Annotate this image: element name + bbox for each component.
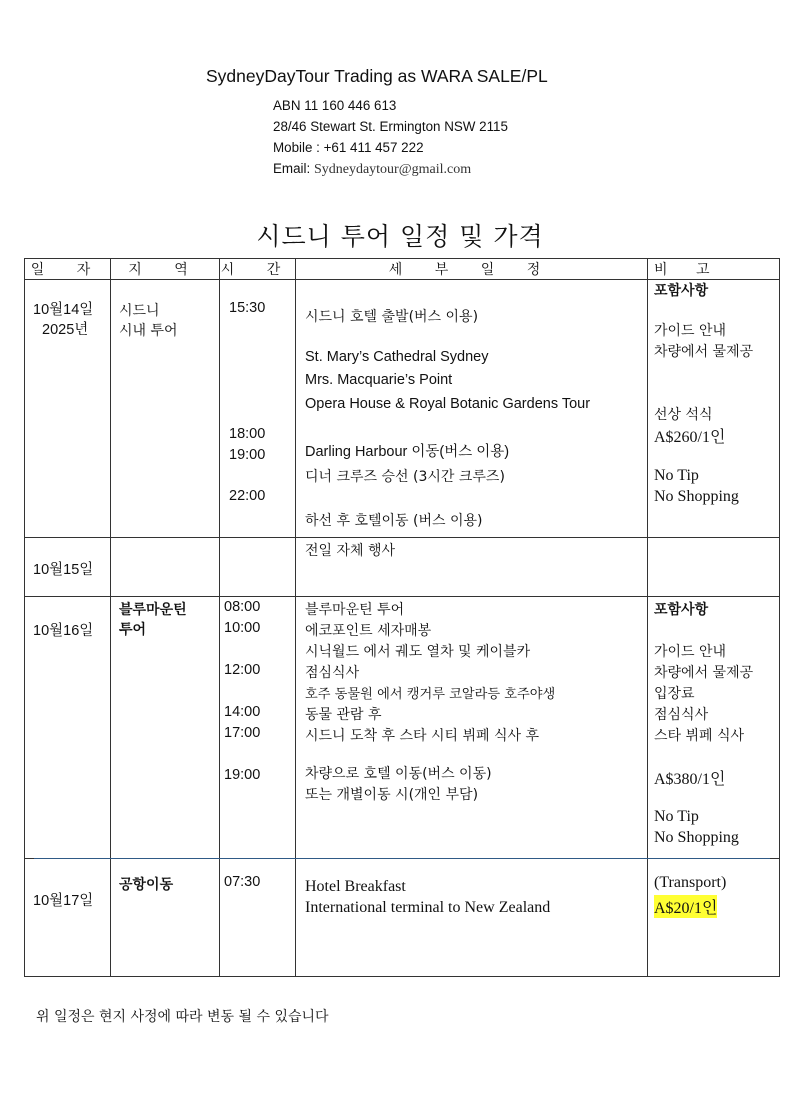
time-text: 22:00 [229,488,266,504]
detail-text: Darling Harbour 이동(버스 이용) [305,444,510,460]
date-cell [25,859,111,977]
year-text: 2025년 [42,322,89,338]
date-text: 10월16일 [33,623,94,639]
email-label: Email: [273,161,314,176]
price-text: A$260/1인 [654,429,726,446]
time-text: 17:00 [224,725,261,741]
note-text: No Tip [654,467,699,484]
region-text: 블루마운틴 [119,602,187,618]
note-text: No Shopping [654,488,739,505]
notes-cell [648,597,780,859]
region-cell [111,538,220,597]
detail-text: 호주 동물원 에서 캥거루 코알라등 호주야생 [305,687,556,702]
time-text: 10:00 [224,620,261,636]
footer-note: 위 일정은 현지 사정에 따라 변동 될 수 있습니다 [36,1009,329,1025]
region-cell [111,597,220,859]
note-text: No Tip [654,808,699,825]
details-cell [296,538,648,597]
detail-text: 전일 자체 행사 [305,543,396,559]
detail-text: 동물 관람 후 [305,707,382,723]
time-cell [220,859,296,977]
date-text: 10월14일 [33,302,94,318]
notes-cell [648,538,780,597]
email [273,158,471,180]
address: 28/46 Stewart St. Ermington NSW 2115 [273,119,508,134]
time-cell [220,597,296,859]
detail-text: 디너 크루즈 승선 (3시간 크루즈) [305,469,505,485]
note-text: 차량에서 물제공 [654,665,754,681]
notes-cell [648,859,780,977]
detail-text: 차량으로 호텔 이동(버스 이동) [305,766,492,782]
page-title: 시드니 투어 일정 및 가격 [256,222,544,251]
detail-text: 시드니 도착 후 스타 시티 뷔페 식사 후 [305,728,540,744]
note-text: 입장료 [654,686,695,702]
note-text: 차량에서 물제공 [654,344,754,360]
table-row [25,538,780,597]
detail-text: 하선 후 호텔이동 (버스 이용) [305,513,483,529]
note-text: 선상 석식 [654,407,713,423]
header-date: 일 자 [25,259,111,280]
divider-rule [34,858,770,859]
table-header-row [25,259,780,280]
detail-text: Opera House & Royal Botanic Gardens Tour [305,396,591,412]
details-cell [296,597,648,859]
header-notes: 비 고 [648,259,780,280]
time-text: 14:00 [224,704,261,720]
region-text: 시내 투어 [119,323,178,339]
detail-text: International terminal to New Zealand [305,899,551,916]
date-text: 10월17일 [33,893,94,909]
detail-text: 시드니 호텔 출발(버스 이용) [305,309,479,325]
notes-included-label: 포함사항 [654,602,709,618]
time-text: 19:00 [229,447,266,463]
region-text: 공항이동 [119,877,174,893]
notes-cell [648,280,780,538]
detail-text: 에코포인트 세자매봉 [305,623,432,639]
abn: ABN 11 160 446 613 [273,98,397,113]
details-cell [296,280,648,538]
header-time: 시 간 [220,259,296,280]
time-cell [220,280,296,538]
date-cell [25,538,111,597]
note-text: 가이드 안내 [654,323,727,339]
time-text: 12:00 [224,662,261,678]
time-text: 15:30 [229,300,266,316]
region-text: 시드니 [119,303,160,319]
header-region: 지 역 [111,259,220,280]
table-row [25,280,780,538]
region-text: 투어 [119,622,147,638]
header-details: 세 부 일 정 [296,259,648,280]
detail-text: 시닉월드 에서 궤도 열차 및 케이블카 [305,644,531,660]
note-text: No Shopping [654,829,739,846]
date-text: 10월15일 [33,562,94,578]
time-cell [220,538,296,597]
detail-text: Mrs. Macquarie’s Point [305,372,453,388]
detail-text: 점심식사 [305,665,360,681]
time-text: 18:00 [229,426,266,442]
details-cell [296,859,648,977]
note-text: 가이드 안내 [654,644,727,660]
schedule-table [24,258,780,977]
time-text: 07:30 [224,874,261,890]
time-text: 19:00 [224,767,261,783]
company-name: SydneyDayTour Trading as WARA SALE/PL [206,66,548,86]
detail-text: Hotel Breakfast [305,878,406,895]
detail-text: 또는 개별이동 시(개인 부담) [305,787,479,803]
email-link[interactable]: Sydneydaytour@gmail.com [313,162,472,177]
price-highlight: A$20/1인 [654,895,717,918]
detail-text: 블루마운틴 투어 [305,602,405,618]
note-text: 스타 뷔페 식사 [654,728,745,744]
note-text: (Transport) [654,874,727,891]
region-cell [111,280,220,538]
note-text: 점심식사 [654,707,709,723]
table-row [25,597,780,859]
price-text: A$380/1인 [654,771,726,788]
detail-text: St. Mary’s Cathedral Sydney [305,349,489,365]
date-cell [25,280,111,538]
time-text: 08:00 [224,599,261,615]
mobile: Mobile : +61 411 457 222 [273,140,424,155]
table-row [25,859,780,977]
notes-included-label: 포함사항 [654,283,709,299]
date-cell [25,597,111,859]
region-cell [111,859,220,977]
